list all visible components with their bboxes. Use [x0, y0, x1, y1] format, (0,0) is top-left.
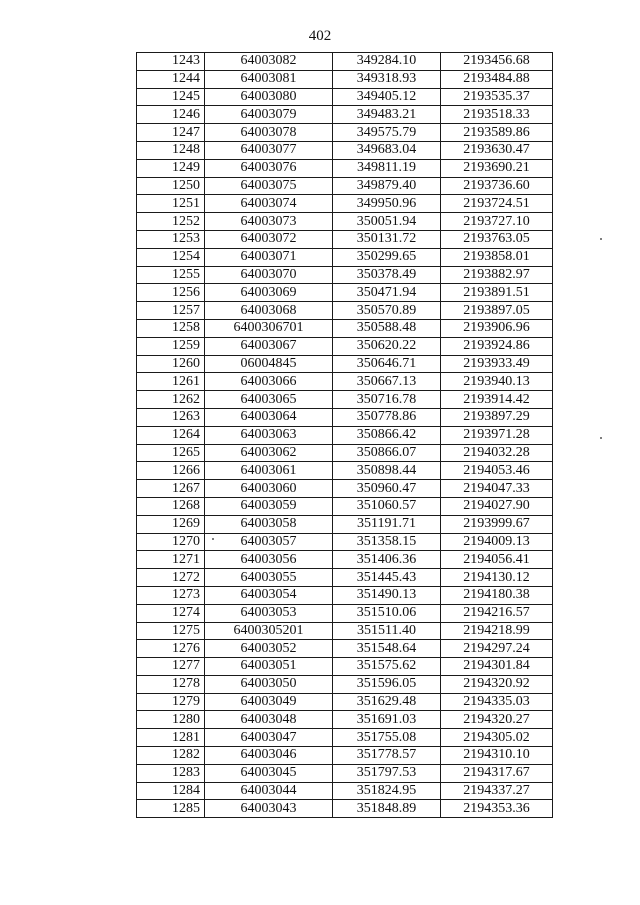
x-coordinate-cell: 349575.79	[333, 124, 441, 142]
table-row	[137, 693, 553, 711]
y-coordinate-cell: 2193858.01	[441, 248, 553, 266]
point-id-cell: 64003072	[205, 230, 333, 248]
x-coordinate-cell: 350620.22	[333, 337, 441, 355]
point-id-cell: 64003078	[205, 124, 333, 142]
row-index-cell: 1249	[137, 159, 205, 177]
row-index-cell: 1266	[137, 462, 205, 480]
table-row	[137, 622, 553, 640]
scan-speck	[212, 538, 214, 540]
point-id-cell: 64003043	[205, 800, 333, 818]
row-index-cell: 1277	[137, 658, 205, 676]
x-coordinate-cell: 351596.05	[333, 675, 441, 693]
y-coordinate-cell: 2193763.05	[441, 230, 553, 248]
table-row	[137, 230, 553, 248]
y-coordinate-cell: 2193535.37	[441, 88, 553, 106]
x-coordinate-cell: 350960.47	[333, 480, 441, 498]
row-index-cell: 1281	[137, 729, 205, 747]
row-index-cell: 1282	[137, 747, 205, 765]
table-row	[137, 213, 553, 231]
point-id-cell: 64003059	[205, 497, 333, 515]
point-id-cell: 64003065	[205, 391, 333, 409]
row-index-cell: 1270	[137, 533, 205, 551]
row-index-cell: 1284	[137, 782, 205, 800]
row-index-cell: 1243	[137, 53, 205, 71]
point-id-cell: 64003053	[205, 604, 333, 622]
table-row	[137, 337, 553, 355]
point-id-cell: 64003073	[205, 213, 333, 231]
x-coordinate-cell: 350716.78	[333, 391, 441, 409]
table-row	[137, 53, 553, 71]
row-index-cell: 1257	[137, 302, 205, 320]
point-id-cell: 64003079	[205, 106, 333, 124]
y-coordinate-cell: 2194317.67	[441, 764, 553, 782]
table-row	[137, 248, 553, 266]
table-row	[137, 266, 553, 284]
x-coordinate-cell: 350778.86	[333, 408, 441, 426]
x-coordinate-cell: 351824.95	[333, 782, 441, 800]
row-index-cell: 1278	[137, 675, 205, 693]
y-coordinate-cell: 2194353.36	[441, 800, 553, 818]
x-coordinate-cell: 351060.57	[333, 497, 441, 515]
table-row	[137, 124, 553, 142]
table-row	[137, 462, 553, 480]
x-coordinate-cell: 349811.19	[333, 159, 441, 177]
table-row	[137, 782, 553, 800]
row-index-cell: 1268	[137, 497, 205, 515]
point-id-cell: 06004845	[205, 355, 333, 373]
row-index-cell: 1283	[137, 764, 205, 782]
table-row	[137, 533, 553, 551]
point-id-cell: 64003057	[205, 533, 333, 551]
row-index-cell: 1256	[137, 284, 205, 302]
row-index-cell: 1280	[137, 711, 205, 729]
table-row	[137, 569, 553, 587]
x-coordinate-cell: 351511.40	[333, 622, 441, 640]
x-coordinate-cell: 350051.94	[333, 213, 441, 231]
y-coordinate-cell: 2194335.03	[441, 693, 553, 711]
y-coordinate-cell: 2193724.51	[441, 195, 553, 213]
x-coordinate-cell: 349284.10	[333, 53, 441, 71]
point-id-cell: 64003071	[205, 248, 333, 266]
table-row	[137, 444, 553, 462]
x-coordinate-cell: 351755.08	[333, 729, 441, 747]
point-id-cell: 64003062	[205, 444, 333, 462]
table-row	[137, 729, 553, 747]
row-index-cell: 1252	[137, 213, 205, 231]
table-row	[137, 141, 553, 159]
row-index-cell: 1244	[137, 70, 205, 88]
point-id-cell: 64003055	[205, 569, 333, 587]
row-index-cell: 1247	[137, 124, 205, 142]
y-coordinate-cell: 2193882.97	[441, 266, 553, 284]
point-id-cell: 64003063	[205, 426, 333, 444]
point-id-cell: 64003067	[205, 337, 333, 355]
y-coordinate-cell: 2193999.67	[441, 515, 553, 533]
point-id-cell: 64003074	[205, 195, 333, 213]
y-coordinate-cell: 2193484.88	[441, 70, 553, 88]
point-id-cell: 64003051	[205, 658, 333, 676]
row-index-cell: 1265	[137, 444, 205, 462]
y-coordinate-cell: 2193736.60	[441, 177, 553, 195]
x-coordinate-cell: 351691.03	[333, 711, 441, 729]
y-coordinate-cell: 2193906.96	[441, 319, 553, 337]
x-coordinate-cell: 350646.71	[333, 355, 441, 373]
x-coordinate-cell: 349405.12	[333, 88, 441, 106]
table-row	[137, 640, 553, 658]
row-index-cell: 1259	[137, 337, 205, 355]
row-index-cell: 1258	[137, 319, 205, 337]
table-row	[137, 70, 553, 88]
x-coordinate-cell: 350667.13	[333, 373, 441, 391]
table-row	[137, 675, 553, 693]
point-id-cell: 64003046	[205, 747, 333, 765]
row-index-cell: 1261	[137, 373, 205, 391]
y-coordinate-cell: 2193690.21	[441, 159, 553, 177]
table-row	[137, 106, 553, 124]
row-index-cell: 1273	[137, 586, 205, 604]
y-coordinate-cell: 2194009.13	[441, 533, 553, 551]
row-index-cell: 1274	[137, 604, 205, 622]
scan-speck	[600, 437, 602, 439]
x-coordinate-cell: 350588.48	[333, 319, 441, 337]
y-coordinate-cell: 2194218.99	[441, 622, 553, 640]
y-coordinate-cell: 2194180.38	[441, 586, 553, 604]
y-coordinate-cell: 2193924.86	[441, 337, 553, 355]
table-row	[137, 391, 553, 409]
x-coordinate-cell: 350866.42	[333, 426, 441, 444]
point-id-cell: 64003058	[205, 515, 333, 533]
x-coordinate-cell: 349318.93	[333, 70, 441, 88]
x-coordinate-cell: 350866.07	[333, 444, 441, 462]
table-row	[137, 747, 553, 765]
x-coordinate-cell: 351358.15	[333, 533, 441, 551]
table-row	[137, 195, 553, 213]
y-coordinate-cell: 2194056.41	[441, 551, 553, 569]
table-row	[137, 284, 553, 302]
point-id-cell: 64003082	[205, 53, 333, 71]
x-coordinate-cell: 349879.40	[333, 177, 441, 195]
table-row	[137, 319, 553, 337]
row-index-cell: 1279	[137, 693, 205, 711]
y-coordinate-cell: 2193456.68	[441, 53, 553, 71]
row-index-cell: 1272	[137, 569, 205, 587]
table-row	[137, 586, 553, 604]
y-coordinate-cell: 2194047.33	[441, 480, 553, 498]
y-coordinate-cell: 2193891.51	[441, 284, 553, 302]
point-id-cell: 64003050	[205, 675, 333, 693]
table-row	[137, 800, 553, 818]
point-id-cell: 64003061	[205, 462, 333, 480]
table-row	[137, 302, 553, 320]
y-coordinate-cell: 2193589.86	[441, 124, 553, 142]
row-index-cell: 1275	[137, 622, 205, 640]
table-row	[137, 355, 553, 373]
y-coordinate-cell: 2194301.84	[441, 658, 553, 676]
y-coordinate-cell: 2194310.10	[441, 747, 553, 765]
point-id-cell: 64003048	[205, 711, 333, 729]
y-coordinate-cell: 2193940.13	[441, 373, 553, 391]
x-coordinate-cell: 351797.53	[333, 764, 441, 782]
y-coordinate-cell: 2194130.12	[441, 569, 553, 587]
point-id-cell: 64003076	[205, 159, 333, 177]
table-row	[137, 373, 553, 391]
y-coordinate-cell: 2193727.10	[441, 213, 553, 231]
table-row	[137, 515, 553, 533]
y-coordinate-cell: 2193933.49	[441, 355, 553, 373]
point-id-cell: 64003056	[205, 551, 333, 569]
row-index-cell: 1254	[137, 248, 205, 266]
table-row	[137, 408, 553, 426]
y-coordinate-cell: 2194216.57	[441, 604, 553, 622]
y-coordinate-cell: 2194320.92	[441, 675, 553, 693]
row-index-cell: 1262	[137, 391, 205, 409]
row-index-cell: 1276	[137, 640, 205, 658]
x-coordinate-cell: 351445.43	[333, 569, 441, 587]
point-id-cell: 64003060	[205, 480, 333, 498]
row-index-cell: 1250	[137, 177, 205, 195]
y-coordinate-cell: 2194053.46	[441, 462, 553, 480]
scan-speck	[600, 238, 602, 240]
point-id-cell: 64003069	[205, 284, 333, 302]
x-coordinate-cell: 350471.94	[333, 284, 441, 302]
x-coordinate-cell: 351191.71	[333, 515, 441, 533]
table-row	[137, 497, 553, 515]
row-index-cell: 1267	[137, 480, 205, 498]
row-index-cell: 1260	[137, 355, 205, 373]
point-id-cell: 64003081	[205, 70, 333, 88]
x-coordinate-cell: 351778.57	[333, 747, 441, 765]
x-coordinate-cell: 350378.49	[333, 266, 441, 284]
x-coordinate-cell: 350299.65	[333, 248, 441, 266]
y-coordinate-cell: 2193518.33	[441, 106, 553, 124]
table-row	[137, 711, 553, 729]
y-coordinate-cell: 2194027.90	[441, 497, 553, 515]
table-row	[137, 551, 553, 569]
y-coordinate-cell: 2193914.42	[441, 391, 553, 409]
point-id-cell: 64003052	[205, 640, 333, 658]
point-id-cell: 6400306701	[205, 319, 333, 337]
table-row	[137, 604, 553, 622]
row-index-cell: 1251	[137, 195, 205, 213]
point-id-cell: 64003054	[205, 586, 333, 604]
x-coordinate-cell: 351575.62	[333, 658, 441, 676]
x-coordinate-cell: 350131.72	[333, 230, 441, 248]
y-coordinate-cell: 2193897.29	[441, 408, 553, 426]
x-coordinate-cell: 351490.13	[333, 586, 441, 604]
coordinates-table	[136, 52, 553, 818]
x-coordinate-cell: 351406.36	[333, 551, 441, 569]
point-id-cell: 64003080	[205, 88, 333, 106]
y-coordinate-cell: 2193630.47	[441, 141, 553, 159]
x-coordinate-cell: 349950.96	[333, 195, 441, 213]
point-id-cell: 64003047	[205, 729, 333, 747]
row-index-cell: 1246	[137, 106, 205, 124]
row-index-cell: 1263	[137, 408, 205, 426]
y-coordinate-cell: 2194297.24	[441, 640, 553, 658]
point-id-cell: 64003068	[205, 302, 333, 320]
row-index-cell: 1255	[137, 266, 205, 284]
y-coordinate-cell: 2194337.27	[441, 782, 553, 800]
table-row	[137, 658, 553, 676]
y-coordinate-cell: 2193971.28	[441, 426, 553, 444]
row-index-cell: 1271	[137, 551, 205, 569]
table-row	[137, 177, 553, 195]
page-number: 402	[308, 28, 332, 44]
y-coordinate-cell: 2193897.05	[441, 302, 553, 320]
point-id-cell: 64003049	[205, 693, 333, 711]
row-index-cell: 1264	[137, 426, 205, 444]
table-row	[137, 480, 553, 498]
row-index-cell: 1245	[137, 88, 205, 106]
table-row	[137, 159, 553, 177]
row-index-cell: 1285	[137, 800, 205, 818]
x-coordinate-cell: 351848.89	[333, 800, 441, 818]
x-coordinate-cell: 350898.44	[333, 462, 441, 480]
y-coordinate-cell: 2194032.28	[441, 444, 553, 462]
row-index-cell: 1253	[137, 230, 205, 248]
y-coordinate-cell: 2194305.02	[441, 729, 553, 747]
point-id-cell: 64003077	[205, 141, 333, 159]
x-coordinate-cell: 351510.06	[333, 604, 441, 622]
point-id-cell: 64003066	[205, 373, 333, 391]
point-id-cell: 64003075	[205, 177, 333, 195]
x-coordinate-cell: 351548.64	[333, 640, 441, 658]
row-index-cell: 1269	[137, 515, 205, 533]
point-id-cell: 6400305201	[205, 622, 333, 640]
x-coordinate-cell: 351629.48	[333, 693, 441, 711]
table-body	[137, 53, 553, 818]
x-coordinate-cell: 350570.89	[333, 302, 441, 320]
point-id-cell: 64003045	[205, 764, 333, 782]
x-coordinate-cell: 349683.04	[333, 141, 441, 159]
table-row	[137, 764, 553, 782]
table-row	[137, 426, 553, 444]
table-row	[137, 88, 553, 106]
y-coordinate-cell: 2194320.27	[441, 711, 553, 729]
point-id-cell: 64003064	[205, 408, 333, 426]
row-index-cell: 1248	[137, 141, 205, 159]
point-id-cell: 64003070	[205, 266, 333, 284]
x-coordinate-cell: 349483.21	[333, 106, 441, 124]
point-id-cell: 64003044	[205, 782, 333, 800]
